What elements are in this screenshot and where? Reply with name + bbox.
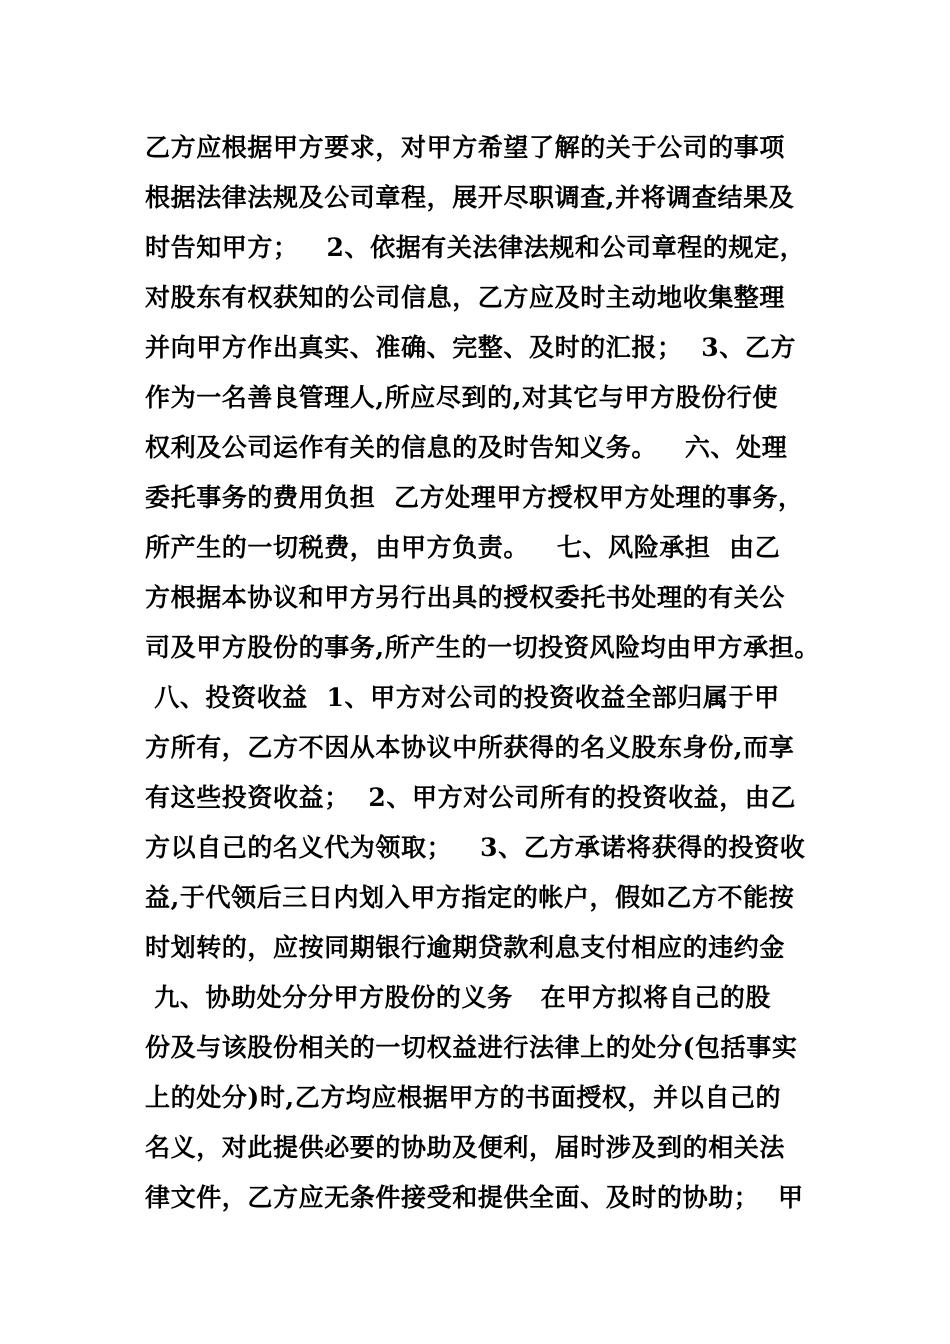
text-line: 名义，对此提供必要的协助及便利，届时涉及到的相关法	[145, 1133, 786, 1162]
text-line: 对股东有权获知的公司信息，乙方应及时主动地收集整理	[145, 283, 786, 312]
text-line: 时告知甲方； 2、依据有关法律法规和公司章程的规定，	[145, 233, 806, 262]
text-line: 有这些投资收益； 2、甲方对公司所有的投资收益，由乙	[145, 783, 797, 812]
text-line: 律文件，乙方应无条件接受和提供全面、及时的协助； 甲	[145, 1183, 804, 1212]
text-line: 时划转的，应按同期银行逾期贷款利息支付相应的违约金	[145, 933, 786, 962]
text-line: 委托事务的费用负担 乙方处理甲方授权甲方处理的事务，	[145, 483, 804, 512]
text-line: 益,于代领后三日内划入甲方指定的帐户，假如乙方不能按	[145, 883, 795, 912]
text-line: 权利及公司运作有关的信息的及时告知义务。 六、处理	[145, 433, 788, 462]
text-line: 方根据本协议和甲方另行出具的授权委托书处理的有关公	[145, 583, 786, 612]
text-line: 并向甲方作出真实、准确、完整、及时的汇报； 3、乙方	[145, 333, 797, 362]
text-line: 司及甲方股份的事务,所产生的一切投资风险均由甲方承担。	[145, 633, 820, 662]
text-line: 方所有，乙方不因从本协议中所获得的名义股东身份,而享	[145, 733, 795, 762]
text-line: 乙方应根据甲方要求，对甲方希望了解的关于公司的事项	[145, 133, 786, 162]
text-line: 上的处分)时,乙方均应根据甲方的书面授权，并以自己的	[145, 1083, 782, 1112]
text-line: 根据法律法规及公司章程，展开尽职调查,并将调查结果及	[145, 183, 795, 212]
text-line: 九、协助处分分甲方股份的义务 在甲方拟将自己的股	[145, 983, 772, 1012]
text-line: 方以自己的名义代为领取； 3、乙方承诺将获得的投资收	[145, 833, 806, 862]
text-line: 所产生的一切税费，由甲方负责。 七、风险承担 由乙	[145, 533, 781, 562]
text-line: 作为一名善良管理人,所应尽到的,对其它与甲方股份行使	[145, 383, 779, 412]
text-line: 份及与该股份相关的一切权益进行法律上的处分(包括事实	[145, 1033, 798, 1062]
text-line: 八、投资收益 1、甲方对公司的投资收益全部归属于甲	[145, 683, 780, 712]
